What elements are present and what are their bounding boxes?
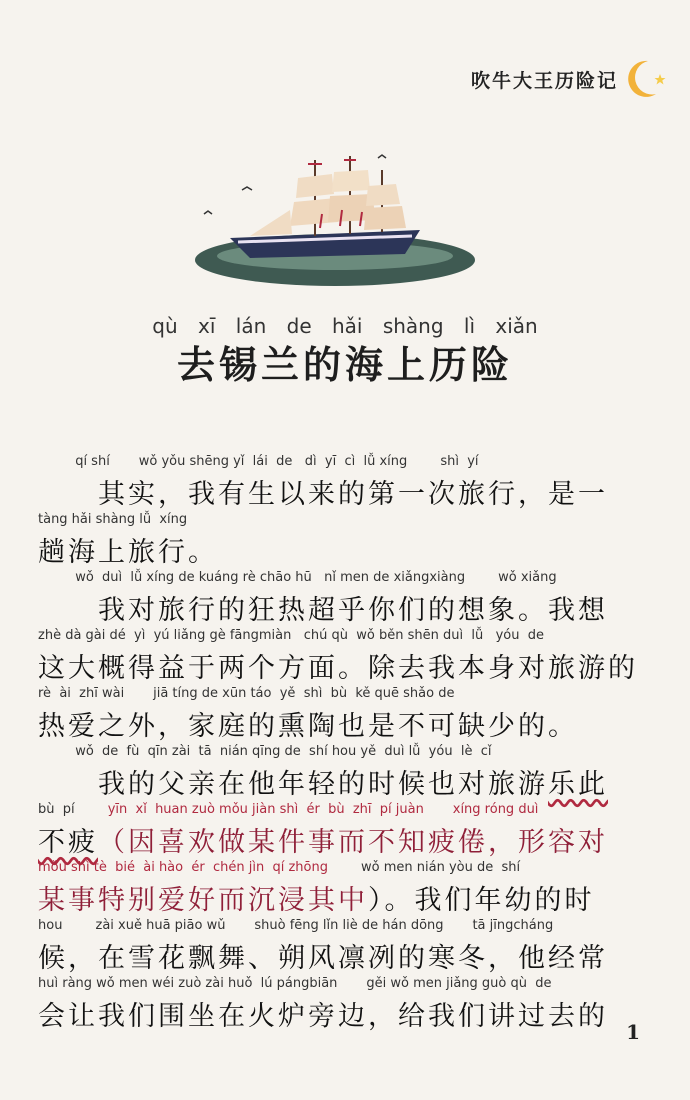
pinyin-line bbox=[38, 802, 538, 817]
hanzi-text: 会让我们围坐在火炉旁边，给我们讲过去的 bbox=[38, 1001, 608, 1032]
hanzi-text: 热爱之外，家庭的熏陶也是不可缺少的。 bbox=[38, 711, 578, 742]
pinyin-text: rè ài zhī wài jiā tíng de xūn táo yě shì bù kě quē shǎo de bbox=[38, 686, 455, 701]
pinyin-text: bù pí bbox=[38, 802, 108, 817]
pinyin-line bbox=[38, 454, 479, 469]
pinyin-line bbox=[38, 570, 557, 585]
text-line bbox=[38, 454, 658, 512]
pinyin-line bbox=[38, 512, 187, 527]
hanzi-text: 其实，我有生以来的第一次旅行，是一 bbox=[38, 479, 608, 510]
pinyin-text: zhè dà gài dé yì yú liǎng gè fāngmiàn chú qù wǒ běn shēn duì lǚ yóu de bbox=[38, 628, 545, 643]
hanzi-line bbox=[38, 704, 578, 743]
hanzi-line bbox=[38, 472, 608, 511]
hanzi-line bbox=[38, 820, 608, 859]
pinyin-line bbox=[38, 628, 544, 643]
body-text bbox=[38, 454, 658, 1034]
pinyin-annotation: yīn xǐ huan zuò mǒu jiàn shì ér bù zhī pí juàn xíng róng duì bbox=[107, 802, 539, 817]
text-line bbox=[38, 918, 658, 976]
pinyin-text: huì ràng wǒ men wéi zuò zài huǒ lú pángbiān gěi wǒ men jiǎng guò qù de bbox=[38, 976, 552, 991]
pinyin-text: wǒ de fù qīn zài tā nián qīng de shí hou yě duì lǚ yóu lè cǐ bbox=[38, 744, 492, 759]
book-title: 吹牛大王历险记 bbox=[470, 69, 618, 92]
text-line bbox=[38, 570, 658, 628]
text-line bbox=[38, 512, 658, 570]
text-line bbox=[38, 628, 658, 686]
hanzi-text: 候，在雪花飘舞、朔风凛冽的寒冬，他经常 bbox=[38, 943, 608, 974]
idiom-text: 乐此 bbox=[548, 769, 608, 800]
pinyin-line bbox=[38, 744, 491, 759]
crescent-moon-icon bbox=[622, 58, 666, 100]
hanzi-line bbox=[38, 646, 638, 685]
hanzi-text: 我的父亲在他年轻的时候也对旅游 bbox=[38, 769, 548, 800]
hanzi-line bbox=[38, 878, 595, 917]
pinyin-text: hou zài xuě huā piāo wǔ shuò fēng lǐn liè de hán dōng tā jīngcháng bbox=[38, 918, 554, 933]
chapter-title-pinyin: qù xī lán de hǎi shàng lì xiǎn bbox=[152, 314, 538, 338]
hanzi-line bbox=[38, 762, 608, 801]
annotation-text: （因喜欢做某件事而不知疲倦，形容对 bbox=[98, 827, 608, 858]
hanzi-line bbox=[38, 936, 608, 975]
hanzi-text: 我对旅行的狂热超乎你们的想象。我想 bbox=[38, 595, 608, 626]
pinyin-text: tàng hǎi shàng lǚ xíng bbox=[38, 512, 188, 527]
pinyin-line bbox=[38, 918, 553, 933]
text-line bbox=[38, 744, 658, 802]
hanzi-text: 这大概得益于两个方面。除去我本身对旅游的 bbox=[38, 653, 638, 684]
hanzi-text: ）。我们年幼的时 bbox=[368, 885, 595, 916]
hanzi-line bbox=[38, 994, 608, 1033]
idiom-text: 不疲 bbox=[38, 827, 98, 858]
sailing-ship-illustration bbox=[190, 150, 480, 290]
annotation-text: 某事特别爱好而沉浸其中 bbox=[38, 885, 368, 916]
pinyin-line bbox=[38, 686, 454, 701]
pinyin-text: qí shí wǒ yǒu shēng yǐ lái de dì yī cì lǚ xíng shì yí bbox=[38, 454, 479, 469]
pinyin-text: wǒ men nián yòu de shí bbox=[327, 860, 521, 875]
hanzi-line bbox=[38, 530, 218, 569]
hanzi-line bbox=[38, 588, 608, 627]
pinyin-line bbox=[38, 860, 520, 875]
page-number: 1 bbox=[626, 1020, 640, 1044]
pinyin-annotation: mǒu shì tè bié ài hào ér chén jìn qí zhōng bbox=[38, 860, 328, 875]
running-header bbox=[471, 58, 666, 100]
text-line bbox=[38, 860, 658, 918]
pinyin-line bbox=[38, 976, 552, 991]
text-line bbox=[38, 686, 658, 744]
pinyin-text: wǒ duì lǚ xíng de kuáng rè chāo hū nǐ men de xiǎngxiàng wǒ xiǎng bbox=[38, 570, 557, 585]
chapter-title: 去锡兰的海上历险 bbox=[176, 343, 513, 387]
hanzi-text: 趟海上旅行。 bbox=[38, 537, 218, 568]
text-line bbox=[38, 802, 658, 860]
text-line bbox=[38, 976, 658, 1034]
